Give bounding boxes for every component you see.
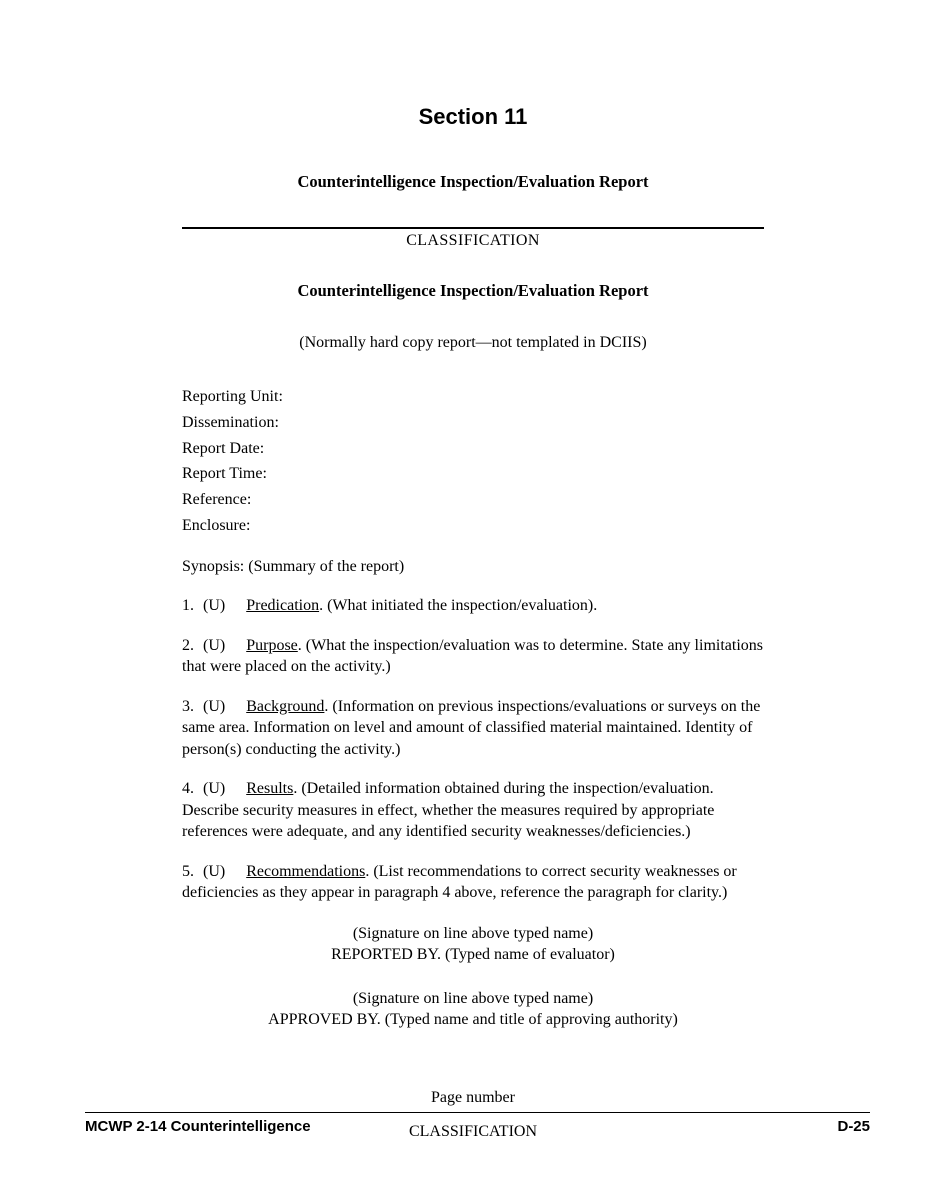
classification-footer: CLASSIFICATION (408, 1122, 537, 1140)
paragraph-text: . (What the inspection/evaluation was to determine. State any limitations that were placed on the activity.) (182, 636, 763, 676)
report-note: (Normally hard copy report—not templated in DCIIS) (299, 334, 647, 351)
footer-page-number: D-25 (837, 1118, 870, 1135)
paragraph-background (182, 696, 764, 761)
unclassified-marker: (U) (203, 597, 226, 615)
paragraph-term: Predication (246, 597, 320, 615)
classification-header: CLASSIFICATION (406, 232, 540, 249)
paragraph-term: Recommendations (246, 862, 366, 880)
horizontal-rule (182, 227, 764, 229)
unclassified-marker: (U) (203, 780, 226, 798)
paragraph-results (182, 778, 764, 843)
field-reference: Reference: (182, 491, 252, 509)
field-enclosure: Enclosure: (182, 516, 251, 534)
paragraph-text: . (Information on previous inspections/evaluations or surveys on the same area. Information on level and amount of classified material maintained. Identity of person(s) conducting the activity.) (182, 697, 761, 758)
reported-by-line: REPORTED BY. (Typed name of evaluator) (331, 946, 615, 964)
paragraph-term: Background (246, 697, 325, 715)
paragraph-text: . (Detailed information obtained during the inspection/evaluation. Describe security measures in effect, whether the measures required by appropriate references were adequate, and any identified security weaknesses/deficiencies.) (182, 780, 715, 841)
unclassified-marker: (U) (203, 862, 226, 880)
section-title: Section 11 (418, 104, 528, 129)
document-content (182, 0, 764, 1141)
field-dissemination: Dissemination: (182, 413, 279, 431)
unclassified-marker: (U) (203, 697, 226, 715)
unclassified-marker: (U) (203, 636, 226, 654)
paragraph-number: 3. (182, 697, 194, 715)
field-report-time: Report Time: (182, 465, 267, 483)
paragraph-number: 1. (182, 597, 194, 615)
report-fields (182, 384, 764, 539)
signature-instruction: (Signature on line above typed name) (352, 989, 594, 1007)
page-number-placeholder: Page number (431, 1088, 515, 1106)
paragraph-number: 2. (182, 636, 194, 654)
field-reporting-unit: Reporting Unit: (182, 388, 283, 405)
paragraph-text: . (What initiated the inspection/evaluation). (319, 597, 598, 615)
footer-publication-title: MCWP 2-14 Counterintelligence (85, 1118, 311, 1135)
paragraph-recommendations (182, 861, 764, 904)
page-footer (85, 1112, 870, 1135)
paragraph-term: Results (246, 780, 294, 798)
reported-by-block (182, 923, 764, 966)
paragraph-purpose (182, 635, 764, 678)
paragraph-number: 4. (182, 780, 194, 798)
approved-by-line: APPROVED BY. (Typed name and title of approving authority) (268, 1011, 678, 1029)
approved-by-block (182, 988, 764, 1031)
paragraph-number: 5. (182, 862, 194, 880)
paragraph-predication (182, 595, 764, 617)
field-report-date: Report Date: (182, 439, 265, 457)
document-subtitle: Counterintelligence Inspection/Evaluation Report (297, 172, 649, 191)
signature-instruction: (Signature on line above typed name) (352, 924, 594, 942)
report-title: Counterintelligence Inspection/Evaluation Report (297, 281, 649, 300)
paragraph-term: Purpose (246, 636, 298, 654)
paragraph-text: . (List recommendations to correct security weaknesses or deficiencies as they appear in paragraph 4 above, reference the paragraph for clarity.) (182, 862, 737, 902)
synopsis-line: Synopsis: (Summary of the report) (182, 557, 405, 575)
